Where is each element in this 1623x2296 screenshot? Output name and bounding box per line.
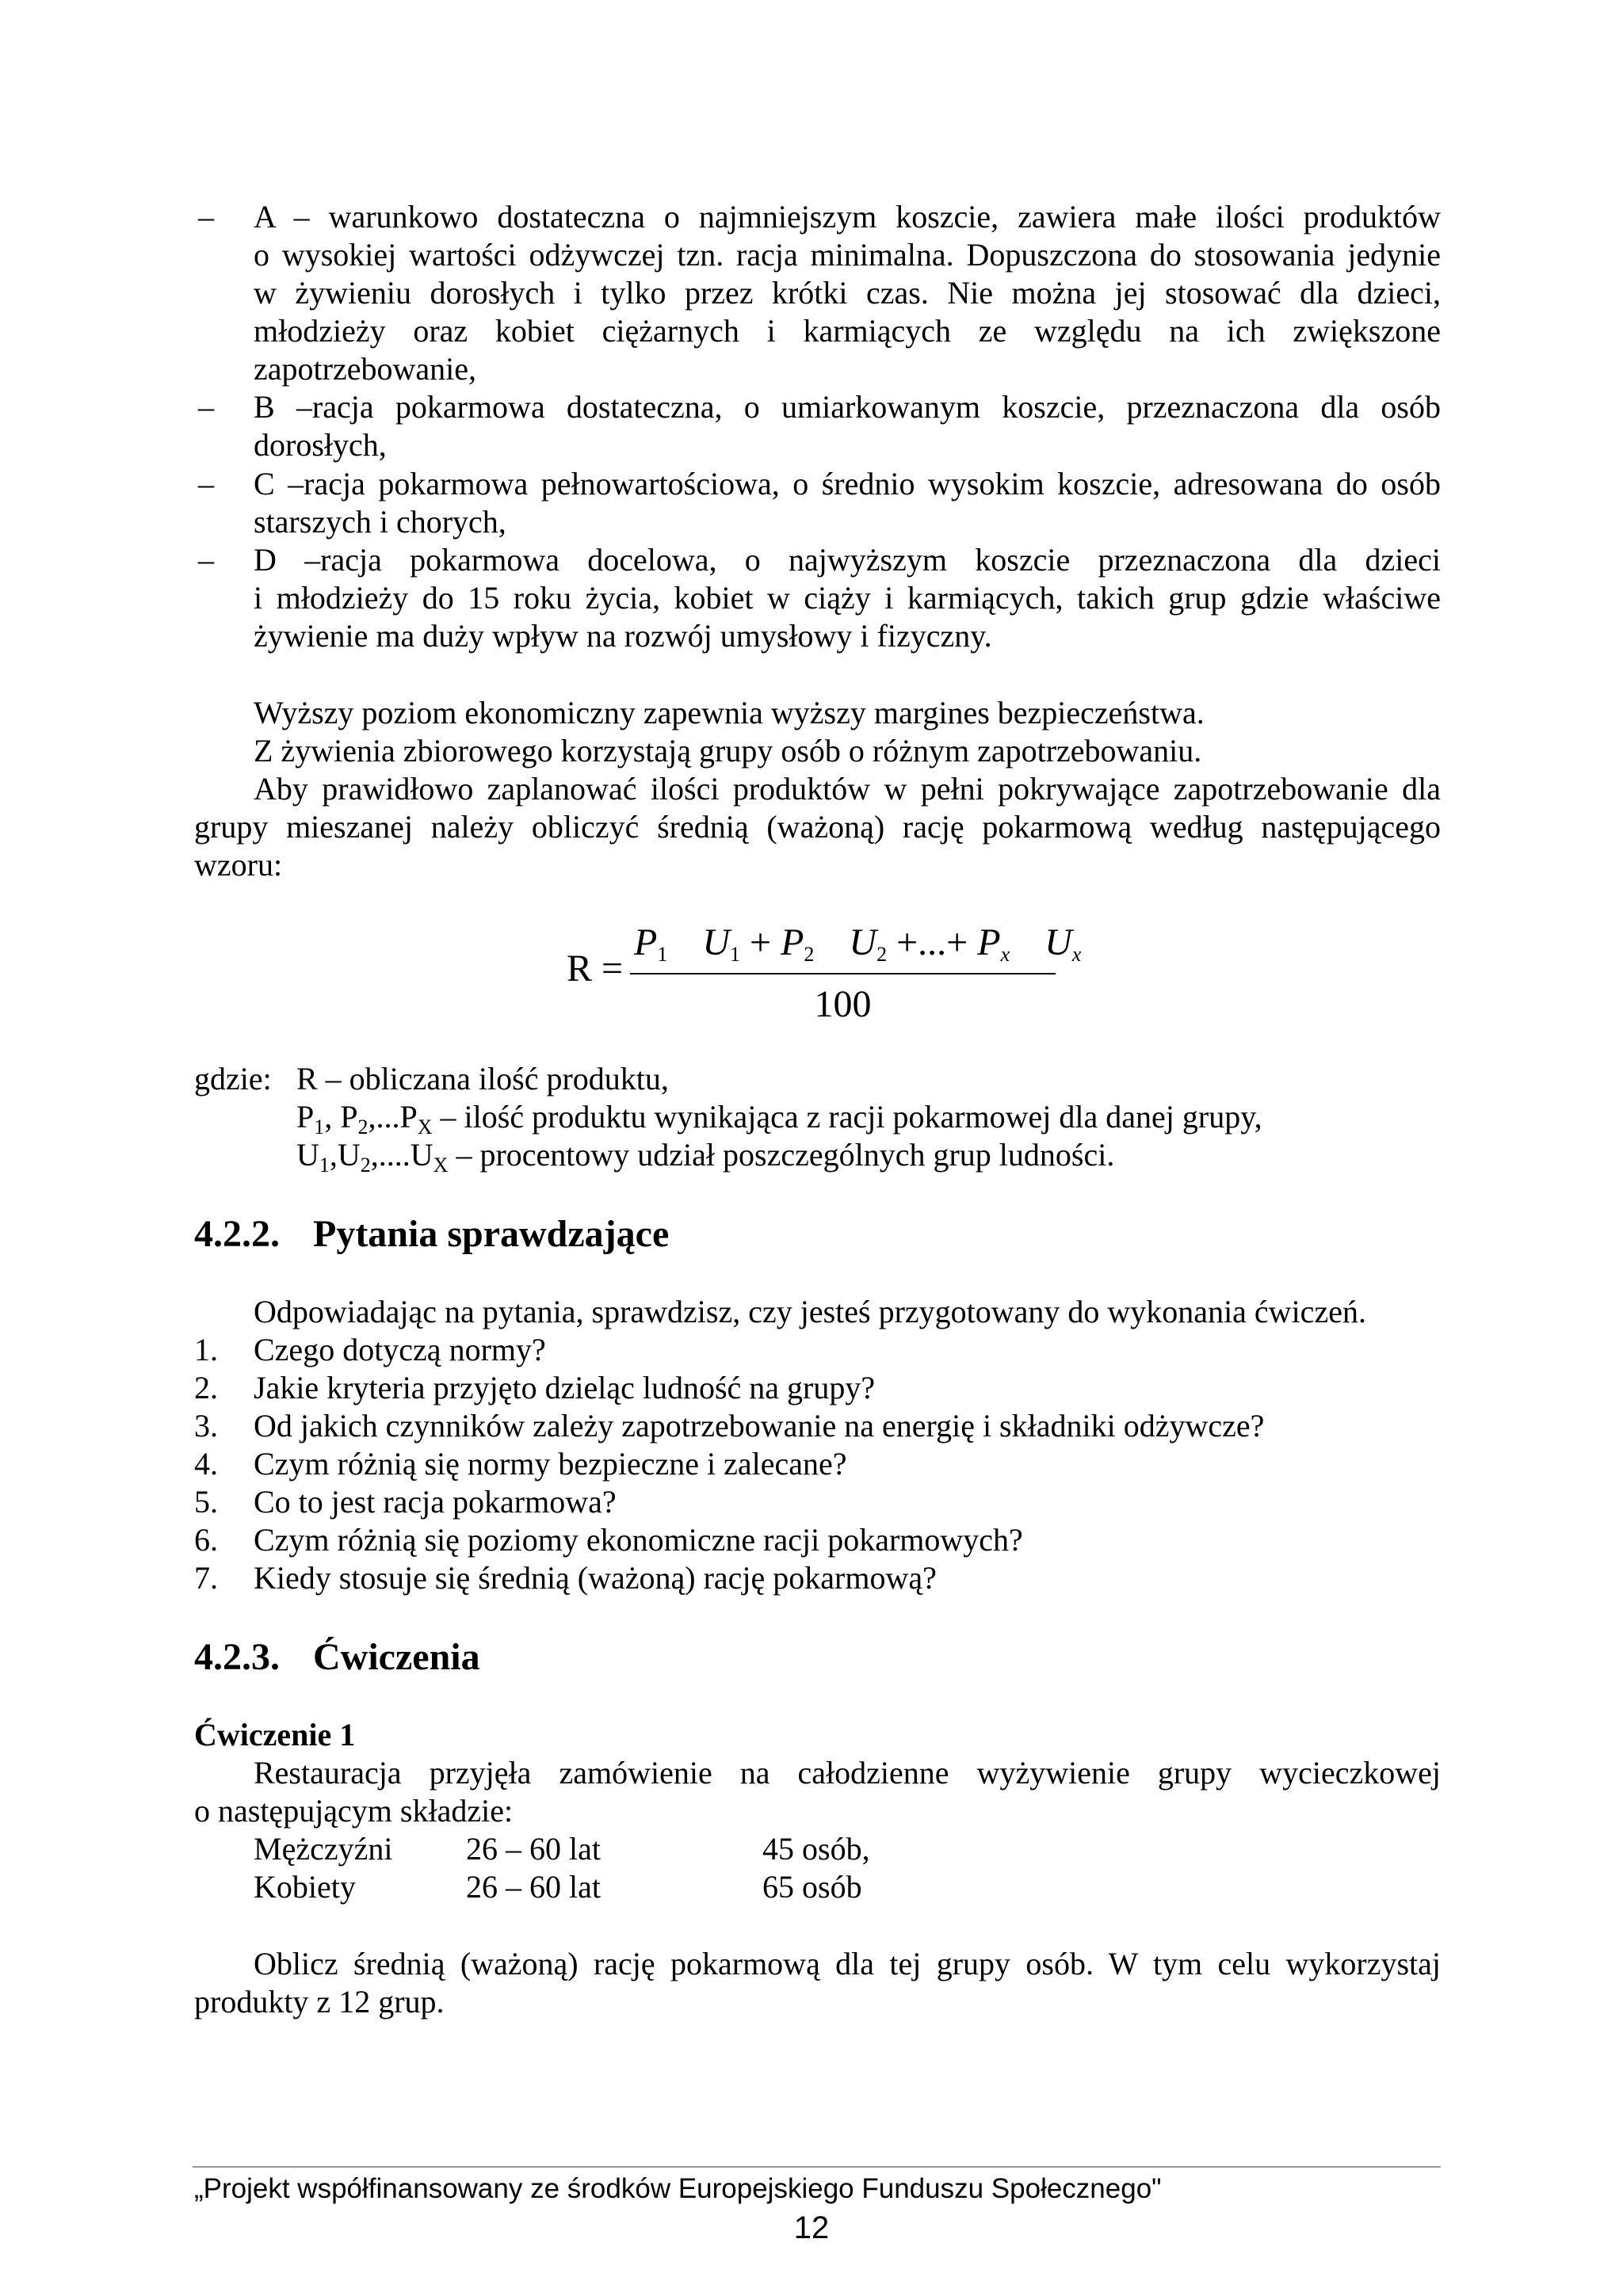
formula-ellipsis: ... — [918, 921, 947, 963]
bullet-marker: – — [198, 542, 214, 578]
formula-sub: 2 — [876, 943, 888, 966]
legend-sub: 1 — [314, 1116, 325, 1138]
formula-sub: 1 — [730, 943, 740, 966]
exercise-task-line: produkty z 12 grup. — [194, 1984, 445, 2019]
bullet-marker: – — [198, 466, 214, 502]
exercise-task-line: Oblicz średnią (ważoną) rację pokarmową dla tej grupy osób. W tym celu wykorzystaj — [254, 1946, 1441, 1981]
paragraph-line: Aby prawidłowo zaplanować ilości produktów w pełni pokrywające zapotrzebowanie dla — [254, 771, 1441, 807]
question-text: Kiedy stosuje się średnią (ważoną) rację pokarmową? — [254, 1560, 937, 1596]
bullet-a-line-5: zapotrzebowanie, — [254, 351, 476, 387]
question-text: Czym różnią się normy bezpieczne i zalecane? — [254, 1446, 847, 1482]
section-number: 4.2.2. — [194, 1213, 280, 1255]
legend-sub: X — [433, 1154, 449, 1177]
legend-line-u — [296, 1136, 1115, 1177]
legend-text: P — [296, 1099, 315, 1135]
question-text: Od jakich czynników zależy zapotrzebowanie na energię i składniki odżywcze? — [254, 1408, 1265, 1444]
bullet-d-line-2: i młodzieży do 15 roku życia, kobiet w ciąży i karmiących, takich grup gdzie właściwe — [254, 580, 1441, 616]
legend-sub: X — [417, 1116, 433, 1138]
formula-plus: + — [750, 921, 772, 963]
legend-line-p — [296, 1098, 1262, 1136]
bullet-c-line-2: starszych i chorych, — [254, 504, 506, 540]
bullet-d-line-3: żywienie ma duży wpływ na rozwój umysłowy i fizyczny. — [254, 618, 992, 654]
question-number: 3. — [194, 1408, 218, 1444]
section-heading-questions — [194, 1212, 669, 1257]
group-count: 65 osób — [762, 1869, 862, 1905]
legend-text: ,...P — [368, 1099, 418, 1135]
legend-sub: 1 — [319, 1154, 330, 1177]
group-age: 26 – 60 lat — [466, 1869, 601, 1905]
page-number: 12 — [793, 2210, 830, 2245]
question-number: 2. — [194, 1370, 218, 1405]
paragraph-line: Wyższy poziom ekonomiczny zapewnia wyższy margines bezpieczeństwa. — [254, 695, 1205, 730]
bullet-c-line-1: C –racja pokarmowa pełnowartościowa, o średnio wysokim koszcie, adresowana do osób — [254, 466, 1441, 502]
formula-sub: 1 — [657, 943, 668, 966]
question-number: 7. — [194, 1560, 218, 1596]
formula-plus: + — [896, 921, 918, 963]
bullet-b-line-1: B –racja pokarmowa dostateczna, o umiarkowanym koszcie, przeznaczona dla osób — [254, 389, 1441, 425]
bullet-d-line-1: D –racja pokarmowa docelowa, o najwyższym koszcie przeznaczona dla dzieci — [254, 542, 1441, 578]
question-number: 1. — [194, 1332, 218, 1367]
legend-line-r: R – obliczana ilość produktu, — [296, 1061, 669, 1097]
paragraph-line: wzoru: — [194, 847, 283, 883]
formula-p: P — [781, 921, 804, 963]
legend-text: U — [296, 1137, 319, 1173]
question-number: 5. — [194, 1484, 218, 1520]
legend-sub: 2 — [360, 1154, 371, 1177]
formula-u: U — [702, 921, 730, 963]
footer-divider — [193, 2166, 1441, 2168]
question-text: Czym różnią się poziomy ekonomiczne racji pokarmowych? — [254, 1522, 1023, 1558]
legend-text: ,U — [329, 1137, 361, 1173]
paragraph-line: Z żywienia zbiorowego korzystają grupy osób o różnym zapotrzebowaniu. — [254, 733, 1202, 769]
question-text: Czego dotyczą normy? — [254, 1332, 546, 1367]
formula-u: U — [1044, 921, 1072, 963]
legend-text: , P — [324, 1099, 358, 1135]
exercise-intro-line: Restauracja przyjęła zamówienie na całodzienne wyżywienie grupy wycieczkowej — [254, 1755, 1441, 1791]
question-text: Jakie kryteria przyjęto dzieląc ludność na grupy? — [254, 1370, 876, 1405]
formula-u: U — [849, 921, 877, 963]
bullet-a-line-3: w żywieniu dorosłych i tylko przez krótki czas. Nie można jej stosować dla dzieci, — [254, 275, 1441, 311]
formula-plus: + — [946, 921, 968, 963]
bullet-a-line-4: młodzieży oraz kobiet ciężarnych i karmiących ze względu na ich zwiększone — [254, 313, 1441, 349]
formula-sub: 2 — [804, 943, 815, 966]
formula-numerator — [634, 921, 1081, 964]
exercise-intro-line: o następującym składzie: — [194, 1793, 514, 1829]
questions-intro: Odpowiadając na pytania, sprawdzisz, czy jesteś przygotowany do wykonania ćwiczeń. — [254, 1294, 1366, 1329]
legend-text: – ilość produktu wynikająca z racji pokarmowej dla danej grupy, — [432, 1099, 1262, 1135]
legend-text: – procentowy udział poszczególnych grup ludności. — [448, 1137, 1115, 1173]
formula-lhs: R = — [567, 948, 624, 990]
legend-intro: gdzie: — [194, 1061, 272, 1097]
bullet-marker: – — [198, 199, 214, 235]
bullet-marker: – — [198, 389, 214, 425]
bullet-a-line-1: A – warunkowo dostateczna o najmniejszym koszcie, zawiera małe ilości produktów — [254, 199, 1441, 235]
legend-text: ,....U — [370, 1137, 433, 1173]
group-name: Mężczyźni — [254, 1831, 393, 1867]
bullet-b-line-2: dorosłych, — [254, 427, 387, 463]
formula-p: P — [977, 921, 1001, 963]
section-title: Pytania sprawdzające — [313, 1213, 670, 1255]
question-number: 4. — [194, 1446, 218, 1482]
exercise-title: Ćwiczenie 1 — [194, 1717, 356, 1753]
group-name: Kobiety — [254, 1869, 356, 1905]
section-heading-exercises — [194, 1635, 480, 1680]
fraction-bar — [630, 973, 1056, 974]
section-title: Ćwiczenia — [313, 1636, 480, 1678]
formula-denominator: 100 — [814, 983, 872, 1025]
formula-sub: x — [1071, 943, 1082, 966]
formula-p: P — [634, 921, 658, 963]
paragraph-line: grupy mieszanej należy obliczyć średnią (ważoną) rację pokarmową według następującego — [194, 809, 1441, 845]
section-number: 4.2.3. — [194, 1636, 280, 1678]
bullet-a-line-2: o wysokiej wartości odżywczej tzn. racja minimalna. Dopuszczona do stosowania jedynie — [254, 237, 1441, 273]
footer-note: „Projekt współfinansowany ze środków Europejskiego Funduszu Społecznego" — [194, 2173, 1162, 2204]
formula-sub: x — [1000, 943, 1010, 966]
group-age: 26 – 60 lat — [466, 1831, 601, 1867]
group-count: 45 osób, — [762, 1831, 870, 1867]
question-text: Co to jest racja pokarmowa? — [254, 1484, 617, 1520]
legend-sub: 2 — [357, 1116, 369, 1138]
question-number: 6. — [194, 1522, 218, 1558]
